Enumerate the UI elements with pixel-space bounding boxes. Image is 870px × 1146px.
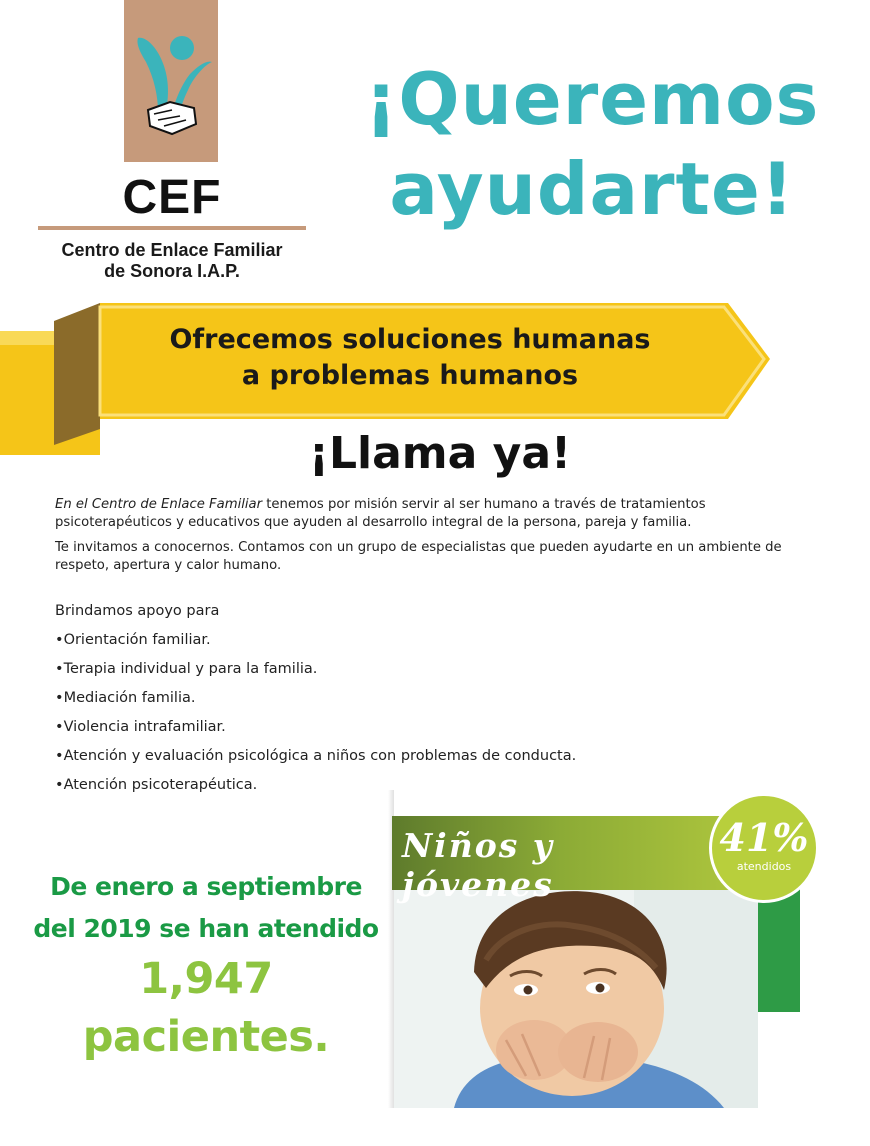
organization-name	[36, 240, 308, 282]
organization-name-line1: Centro de Enlace Familiar	[61, 240, 283, 260]
intro-mission-text: tenemos por misión servir al ser humano a través de tratamientos psicoterapéuticos y educativos que ayuden al desarrollo integral de la persona, pareja y familia.	[55, 497, 706, 530]
call-to-action: ¡Llama ya!	[308, 428, 572, 479]
stats-line3: 1,947 pacientes.	[82, 954, 330, 1062]
support-item: • Violencia intrafamiliar.	[55, 716, 695, 745]
intro-paragraph-1	[55, 496, 825, 532]
banner-line2: a problemas humanos	[241, 360, 579, 391]
support-section	[55, 600, 695, 803]
logo-divider	[38, 226, 306, 230]
support-list	[55, 629, 695, 803]
patients-statistic	[20, 866, 392, 1066]
kids-label: Niños y jóvenes	[402, 826, 554, 904]
intro-paragraph-2: Te invitamos a conocernos. Contamos con un grupo de especialistas que pueden ayudarte en un ambiente de respeto, apertura y calor humano.	[55, 540, 782, 573]
headline-line1: ¡Queremos	[364, 57, 820, 141]
support-item: • Terapia individual y para la familia.	[55, 658, 695, 687]
percent-caption: atendidos	[736, 860, 792, 873]
percent-value: 41%	[719, 815, 809, 860]
headline-line2: ayudarte!	[389, 147, 795, 231]
logo-mark	[124, 0, 218, 162]
banner-text	[130, 322, 690, 394]
stats-line2: del 2019 se han atendido	[33, 914, 379, 943]
banner-line1: Ofrecemos soluciones humanas	[169, 324, 651, 355]
child-illustration	[394, 890, 758, 1108]
support-item: • Atención y evaluación psicológica a niños con problemas de conducta.	[55, 745, 695, 774]
stats-line1: De enero a septiembre	[50, 872, 362, 901]
support-item: • Orientación familiar.	[55, 629, 695, 658]
intro-org-name: En el Centro de Enlace Familiar	[55, 497, 263, 512]
support-item: • Mediación familia.	[55, 687, 695, 716]
percent-badge	[709, 793, 819, 903]
support-heading: Brindamos apoyo para	[55, 603, 220, 619]
family-hands-icon	[124, 0, 218, 162]
page-headline	[332, 54, 852, 234]
support-item: • Atención psicoterapéutica.	[55, 774, 695, 803]
child-photo	[394, 890, 758, 1108]
organization-name-line2: de Sonora I.A.P.	[104, 261, 240, 281]
logo-abbreviation: CEF	[122, 171, 222, 224]
